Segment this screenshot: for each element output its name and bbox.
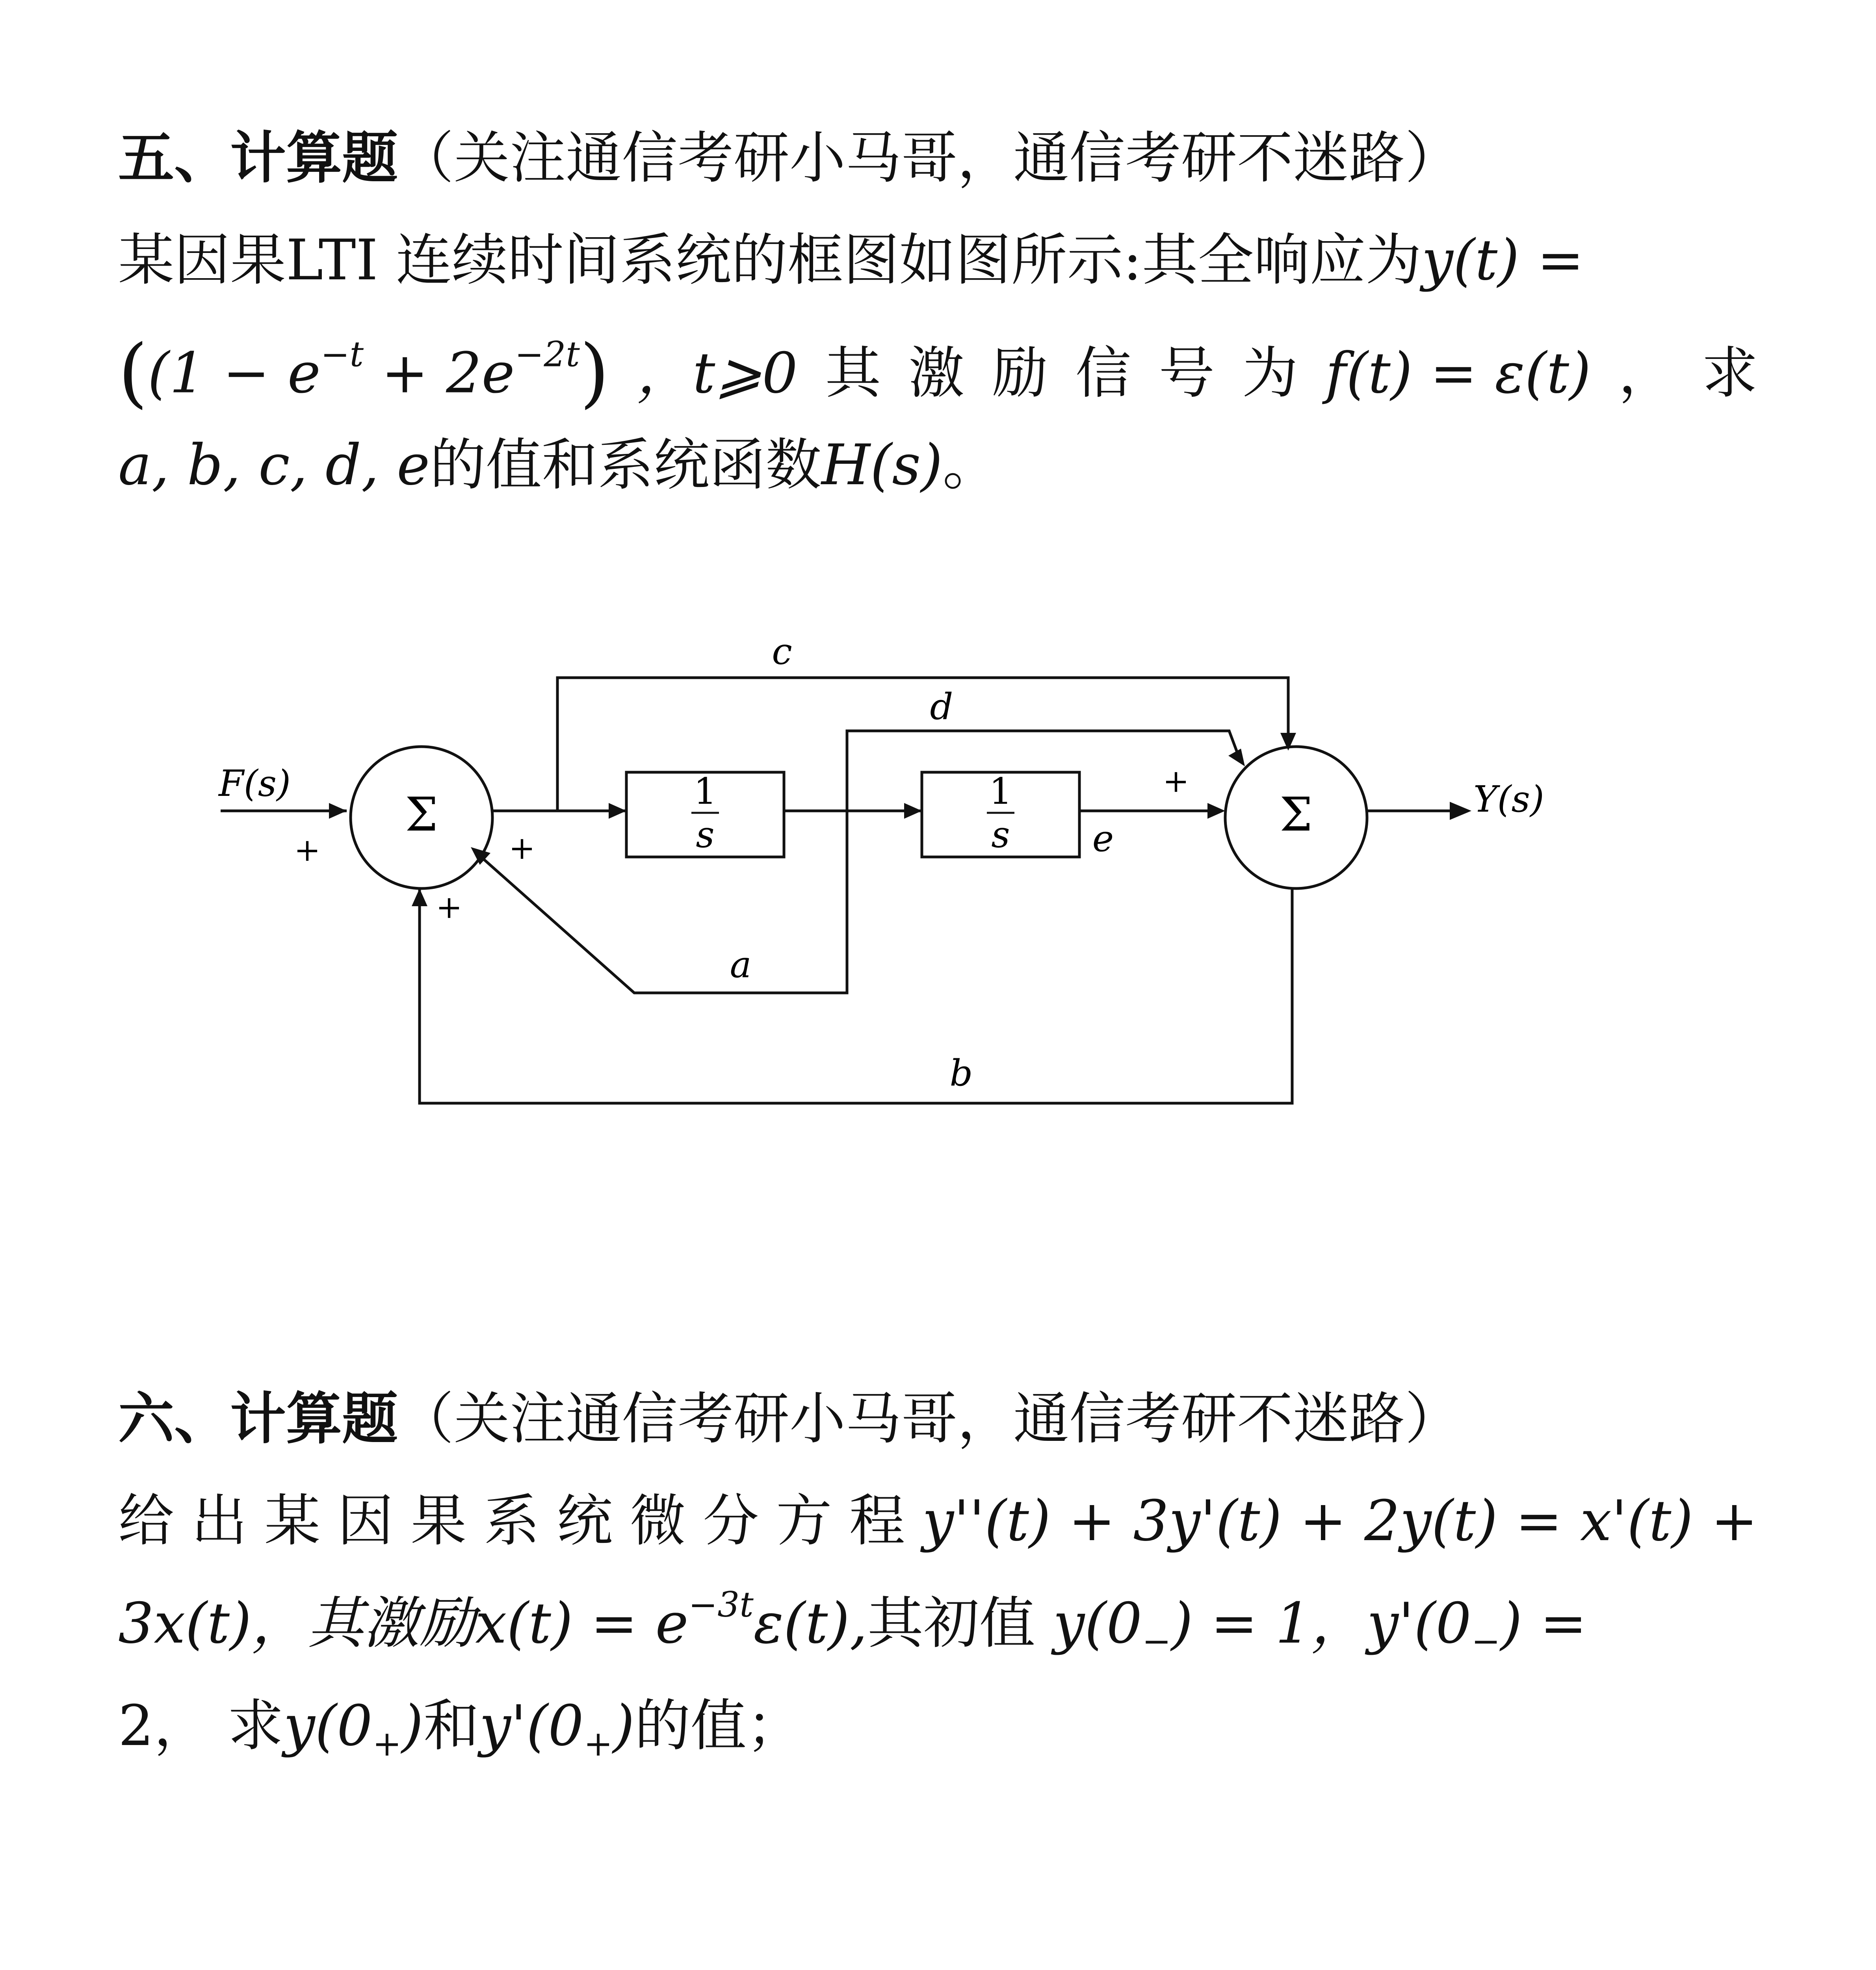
q6-line-1	[118, 1489, 1758, 1554]
arrowhead-b	[412, 888, 427, 906]
q5-ask: 求	[1701, 340, 1758, 406]
q6-line-3-end: 的值；	[634, 1693, 802, 1758]
plus-out: +	[509, 830, 535, 866]
q5-line-1-text: 某因果LTI 连续时间系统的框图如图所示:其全响应为	[118, 228, 1422, 293]
q6-dy0plus: $y'(0_+)$	[479, 1693, 635, 1764]
q5-word-2: 激	[908, 340, 965, 406]
q6-word-5: 果	[410, 1489, 467, 1554]
arrowhead-output	[1450, 802, 1471, 820]
plus-sum2: +	[1163, 763, 1189, 799]
label-c: c	[772, 630, 792, 673]
q5-time-condition: ，t⩾0	[637, 340, 798, 406]
q6-line-3	[118, 1693, 802, 1764]
q5-response-expression: ($(1 - e^{-t} + 2e^{-2t})$	[118, 329, 609, 416]
plus-input: +	[294, 832, 321, 868]
q6-line-2-a: 3x(t)，其激励	[118, 1591, 476, 1656]
q6-initial-values: $y(0_-) = 1$，$y'(0_-)$ =	[1053, 1591, 1587, 1661]
q5-comma: ，	[1618, 340, 1675, 406]
arrowhead-d	[1228, 749, 1245, 766]
arrowhead-sum2-e	[1207, 803, 1225, 819]
path-b-line	[420, 888, 1292, 1103]
q6-word-6: 系	[483, 1489, 540, 1554]
output-label: Y(s)	[1473, 778, 1544, 820]
q6-word-9: 分	[703, 1489, 759, 1554]
q6-differential-equation: y''(t) + 3y'(t) + 2y(t) = x'(t) +	[922, 1489, 1758, 1554]
q5-line-3-text: 的值和系统函数	[430, 433, 822, 498]
q5-word-1: 其	[825, 340, 881, 406]
q6-initial-label: 其初值	[867, 1591, 1035, 1656]
q6-excitation: $x(t) = e^{-3t}\varepsilon(t)$,	[475, 1584, 867, 1656]
integrator2-numerator: 1	[989, 770, 1012, 812]
arrowhead-integrator2	[904, 803, 922, 819]
q5-parameters: a, b, c, d, e	[118, 433, 430, 498]
sum1-symbol: Σ	[405, 787, 438, 842]
label-b: b	[949, 1052, 973, 1094]
integrator2-denominator: s	[991, 814, 1010, 856]
q6-word-1: 给	[118, 1489, 174, 1554]
integrator1-denominator: s	[696, 814, 715, 856]
arrowhead-input	[329, 803, 347, 819]
label-e: e	[1092, 818, 1114, 860]
q6-word-4: 因	[337, 1489, 394, 1554]
q6-word-2: 出	[191, 1489, 247, 1554]
q5-excitation: f(t) = ε(t)	[1325, 340, 1591, 406]
q6-word-10: 方	[776, 1489, 832, 1554]
input-label: F(s)	[219, 762, 291, 805]
q6-word-8: 微	[630, 1489, 686, 1554]
q5-heading-note: （关注通信考研小马哥，通信考研不迷路）	[398, 126, 1461, 191]
q5-heading-title: 五、计算题	[118, 125, 398, 191]
plus-feedback: +	[436, 889, 462, 926]
q5-line-1-math: y(t) =	[1421, 228, 1584, 293]
arrowhead-integrator1	[609, 803, 626, 819]
q5-word-5: 号	[1159, 340, 1215, 406]
q6-line-3-a: 2， 求	[118, 1693, 284, 1758]
label-d: d	[930, 686, 953, 728]
q5-system-function: H(s)	[821, 433, 943, 498]
q6-heading-title: 六、计算题	[118, 1386, 398, 1451]
q6-word-11: 程	[849, 1489, 905, 1554]
q6-heading-note: （关注通信考研小马哥，通信考研不迷路）	[398, 1386, 1461, 1451]
label-a: a	[730, 944, 752, 986]
q6-y0plus: $y(0_+)$	[283, 1693, 423, 1764]
q6-heading	[118, 1386, 1461, 1451]
q6-word-3: 某	[264, 1489, 321, 1554]
q6-line-2	[118, 1584, 1587, 1661]
q5-word-6: 为	[1242, 340, 1298, 406]
integrator1-numerator: 1	[693, 770, 717, 812]
sum2-symbol: Σ	[1280, 787, 1313, 842]
q5-word-3: 励	[992, 340, 1048, 406]
q6-and: 和	[423, 1693, 479, 1758]
q5-word-4: 信	[1075, 340, 1131, 406]
q5-line-3-end: 。	[942, 433, 999, 498]
q6-word-7: 统	[557, 1489, 613, 1554]
